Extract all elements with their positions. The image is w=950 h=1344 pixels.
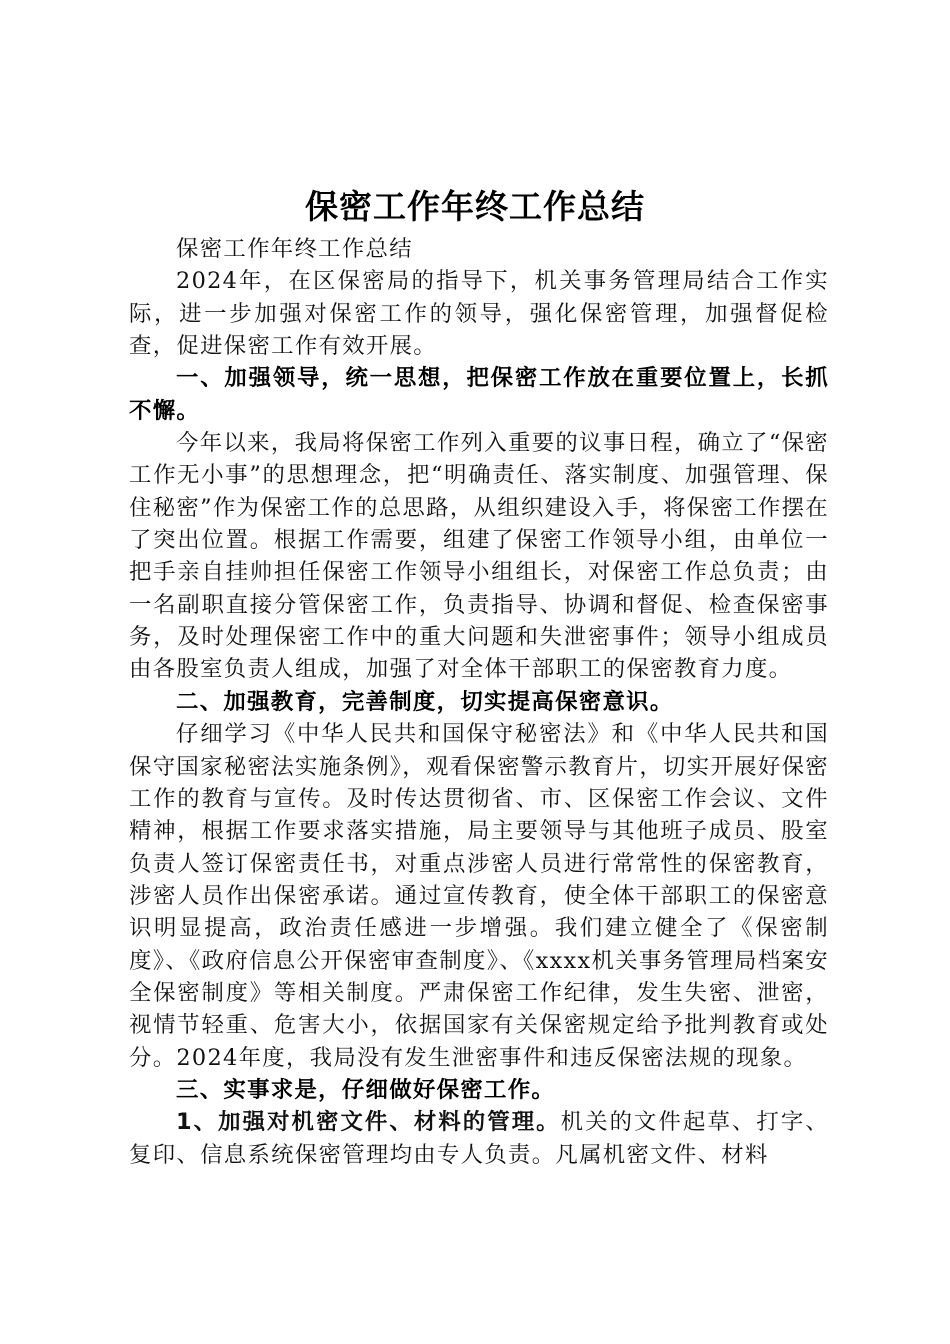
- item-1-lead: 1、加强对机密文件、材料的管理。: [176, 1109, 561, 1136]
- document-title: 保密工作年终工作总结: [305, 187, 645, 226]
- section-1-heading: 一、加强领导，统一思想，把保密工作放在重要位置上，长抓不懈。: [129, 365, 829, 424]
- subtitle-line: 保密工作年终工作总结: [176, 236, 413, 262]
- item-1-body: 机关的文件起草、打字、复印、信息系统保密管理均由专人负责。凡属机密文件、材料: [129, 1109, 829, 1168]
- item-1-paragraph: [129, 1106, 829, 1171]
- intro-paragraph: 2024年，在区保密局的指导下，机关事务管理局结合工作实际，进一步加强对保密工作的领导，强化保密管理，加强督促检查，促进保密工作有效开展。: [129, 268, 829, 360]
- document-body: [129, 233, 829, 1171]
- section-2-heading: 二、加强教育，完善制度，切实提高保密意识。: [176, 688, 674, 715]
- section-2-paragraph: 仔细学习《中华人民共和国保守秘密法》和《中华人民共和国保守国家秘密法实施条例》，观看保密警示教育片，切实开展好保密工作的教育与宣传。及时传达贯彻省、市、区保密工作会议、文件精神，根据工作要求落实措施，局主要领导与其他班子成员、股室负责人签订保密责任书，对重点涉密人员进行常常性的保密教育，涉密人员作出保密承诺。通过宣传教育，使全体干部职工的保密意识明显提高，政治责任感进一步增强。我们建立健全了《保密制度》、《政府信息公开保密审查制度》、《xxxx机关事务管理局档案安全保密制度》等相关制度。严肃保密工作纪律，发生失密、泄密，视情节轻重、危害大小，依据国家有关保密规定给予批判教育或处分。2024年度，我局没有发生泄密事件和违反保密法规的现象。: [129, 721, 829, 1071]
- section-3-heading: 三、实事求是，仔细做好保密工作。: [176, 1076, 556, 1103]
- section-1-paragraph: 今年以来，我局将保密工作列入重要的议事日程，确立了“保密工作无小事”的思想理念，把“明确责任、落实制度、加强管理、保住秘密”作为保密工作的总思路，从组织建设入手，将保密工作摆在了突出位置。根据工作需要，组建了保密工作领导小组，由单位一把手亲自挂帅担任保密工作领导小组组长，对保密工作总负责；由一名副职直接分管保密工作，负责指导、协调和督促、检查保密事务，及时处理保密工作中的重大问题和失泄密事件；领导小组成员由各股室负责人组成，加强了对全体干部职工的保密教育力度。: [129, 430, 829, 683]
